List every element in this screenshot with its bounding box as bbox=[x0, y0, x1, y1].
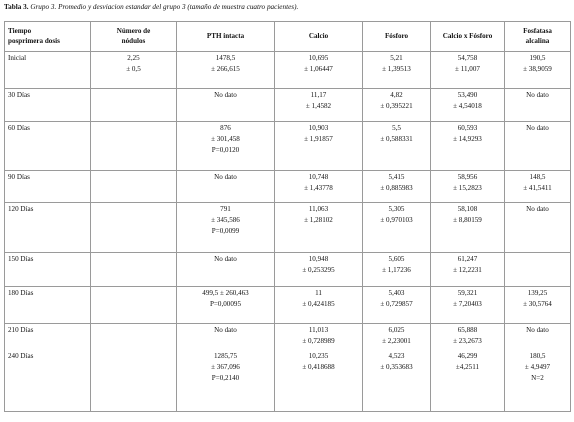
cell-text: 4,523 bbox=[388, 351, 405, 360]
cell-nodules bbox=[91, 122, 177, 171]
cell-phosphorus bbox=[363, 324, 431, 350]
cell-text: 5,415 bbox=[388, 173, 405, 181]
cell-text: 65,888 bbox=[457, 326, 478, 334]
cell-text: 10,695 bbox=[308, 54, 329, 62]
cell-calcium-x-phosphorus bbox=[431, 203, 505, 253]
cell-text: ± 0,424185 bbox=[302, 300, 335, 308]
header-text: Fosfatasa bbox=[523, 27, 552, 35]
cell-text: ± 0,353683 bbox=[380, 362, 413, 371]
cell-text: 190,5 bbox=[529, 54, 546, 62]
header-alkaline-phosphatase bbox=[505, 22, 571, 52]
table-body bbox=[5, 52, 571, 412]
header-time bbox=[5, 22, 91, 52]
cell-pth bbox=[177, 171, 275, 203]
cell-text: ± 0,970103 bbox=[380, 216, 413, 224]
cell-text: P=0,2140 bbox=[211, 373, 240, 382]
cell-text: 1285,75 bbox=[213, 351, 238, 360]
cell-text: 11,063 bbox=[308, 205, 329, 213]
table-row bbox=[5, 89, 571, 122]
cell-text: ± 0,729857 bbox=[380, 300, 413, 308]
cell-text: ± 367,096 bbox=[211, 362, 240, 371]
cell-text: ± 0,588331 bbox=[380, 135, 413, 143]
cell-calcium-x-phosphorus bbox=[431, 171, 505, 203]
cell-text: 58,108 bbox=[457, 205, 478, 213]
cell-text: P=0,0099 bbox=[211, 227, 240, 235]
cell-text: 11,17 bbox=[310, 91, 327, 99]
cell-text: ± 38,9059 bbox=[523, 65, 552, 73]
cell-text: 11 bbox=[315, 289, 322, 297]
cell-text: ± 4,54018 bbox=[453, 102, 482, 110]
header-calcium bbox=[275, 22, 363, 52]
cell-alkaline-phosphatase bbox=[505, 287, 571, 324]
table-row bbox=[5, 203, 571, 253]
cell-text: 2,25 bbox=[127, 54, 140, 62]
cell-text: 10,948 bbox=[308, 255, 329, 263]
cell-text: 148,5 bbox=[529, 173, 546, 181]
cell-text: ± 301,458 bbox=[211, 135, 240, 143]
cell-text: No dato bbox=[214, 173, 237, 181]
cell-text: 5,403 bbox=[388, 289, 405, 297]
results-table bbox=[4, 21, 571, 412]
cell-text: ± 15,2823 bbox=[453, 184, 482, 192]
cell-alkaline-phosphatase bbox=[505, 171, 571, 203]
cell-calcium bbox=[275, 350, 363, 412]
cell-nodules bbox=[91, 89, 177, 122]
cell-text: 139,25 bbox=[527, 289, 548, 297]
cell-calcium bbox=[275, 171, 363, 203]
cell-phosphorus bbox=[363, 122, 431, 171]
cell-text: ± 2,23001 bbox=[382, 337, 411, 345]
cell-text: 240 Días bbox=[8, 351, 34, 360]
cell-text: ± 14,9293 bbox=[453, 135, 482, 143]
cell-text: 90 Días bbox=[8, 173, 30, 181]
cell-phosphorus bbox=[363, 287, 431, 324]
cell-calcium-x-phosphorus bbox=[431, 52, 505, 89]
cell-time bbox=[5, 324, 91, 350]
cell-pth bbox=[177, 203, 275, 253]
cell-text: 59,321 bbox=[457, 289, 478, 297]
cell-text: 60,593 bbox=[457, 124, 478, 132]
cell-nodules bbox=[91, 253, 177, 287]
cell-calcium-x-phosphorus bbox=[431, 89, 505, 122]
cell-time bbox=[5, 52, 91, 89]
cell-text: P=0,00095 bbox=[209, 300, 241, 308]
table-row bbox=[5, 171, 571, 203]
cell-text: 499,5 ± 260,463 bbox=[202, 289, 249, 297]
cell-text: N=2 bbox=[531, 373, 544, 382]
cell-text: ± 266,615 bbox=[211, 65, 240, 73]
cell-alkaline-phosphatase bbox=[505, 324, 571, 350]
cell-time bbox=[5, 171, 91, 203]
cell-text: 4,82 bbox=[390, 91, 403, 99]
header-text: alcalina bbox=[525, 36, 550, 45]
cell-nodules bbox=[91, 203, 177, 253]
cell-text: ± 8,80159 bbox=[453, 216, 482, 224]
cell-calcium bbox=[275, 89, 363, 122]
cell-text: 5,5 bbox=[392, 124, 401, 132]
cell-text: ± 1,39513 bbox=[382, 65, 411, 73]
cell-text: ± 0,885983 bbox=[380, 184, 413, 192]
cell-phosphorus bbox=[363, 253, 431, 287]
header-phosphorus bbox=[363, 22, 431, 52]
cell-text: 54,758 bbox=[457, 54, 478, 62]
cell-text: Inicial bbox=[8, 54, 27, 62]
header-nodules bbox=[91, 22, 177, 52]
cell-text: ± 0,395221 bbox=[380, 102, 413, 110]
cell-text: No dato bbox=[526, 326, 549, 334]
cell-text: 120 Días bbox=[8, 205, 34, 213]
cell-phosphorus bbox=[363, 171, 431, 203]
cell-text: 58,956 bbox=[457, 173, 478, 181]
cell-text: ± 0,253295 bbox=[302, 266, 335, 274]
cell-calcium bbox=[275, 324, 363, 350]
cell-text: ± 7,20403 bbox=[453, 300, 482, 308]
cell-text: ± 1,91857 bbox=[304, 135, 333, 143]
cell-text: ± 345,586 bbox=[211, 216, 240, 224]
cell-text: 30 Días bbox=[8, 91, 30, 99]
table-row bbox=[5, 122, 571, 171]
cell-calcium bbox=[275, 203, 363, 253]
cell-nodules bbox=[91, 52, 177, 89]
cell-text: 10,903 bbox=[308, 124, 329, 132]
cell-text: 180,5 bbox=[529, 351, 546, 360]
cell-text: P=0,0120 bbox=[211, 146, 240, 154]
cell-time bbox=[5, 89, 91, 122]
caption-label: Tabla 3. bbox=[4, 3, 29, 11]
cell-text: ± 23,2673 bbox=[453, 337, 482, 345]
cell-text: 10,748 bbox=[308, 173, 329, 181]
cell-text: ± 4,9497 bbox=[524, 362, 551, 371]
cell-text: 10,235 bbox=[308, 351, 329, 360]
table-row bbox=[5, 287, 571, 324]
table-row bbox=[5, 324, 571, 350]
header-text: Calcio bbox=[308, 31, 329, 40]
cell-alkaline-phosphatase bbox=[505, 89, 571, 122]
cell-phosphorus bbox=[363, 203, 431, 253]
cell-text: 11,013 bbox=[308, 326, 329, 334]
header-text: Número de bbox=[116, 27, 151, 35]
cell-text: No dato bbox=[526, 205, 549, 213]
cell-time bbox=[5, 253, 91, 287]
cell-calcium-x-phosphorus bbox=[431, 287, 505, 324]
cell-text: 53,490 bbox=[457, 91, 478, 99]
cell-text: ± 11,007 bbox=[455, 65, 480, 73]
cell-time bbox=[5, 203, 91, 253]
cell-text: 5,21 bbox=[390, 54, 403, 62]
cell-nodules bbox=[91, 350, 177, 412]
cell-text: ± 0,728989 bbox=[302, 337, 335, 345]
cell-nodules bbox=[91, 171, 177, 203]
cell-pth bbox=[177, 89, 275, 122]
header-text: Tiempo bbox=[8, 27, 32, 35]
cell-text: No dato bbox=[526, 124, 549, 132]
cell-text: 180 Días bbox=[8, 289, 34, 297]
cell-calcium bbox=[275, 52, 363, 89]
table-row bbox=[5, 253, 571, 287]
table-caption bbox=[4, 2, 570, 12]
cell-alkaline-phosphatase bbox=[505, 253, 571, 287]
cell-text: ± 41,5411 bbox=[523, 184, 552, 192]
header-text: posprimera dosis bbox=[8, 36, 60, 45]
cell-nodules bbox=[91, 324, 177, 350]
header-calcium-x-phosphorus bbox=[431, 22, 505, 52]
cell-text: ± 1,17236 bbox=[382, 266, 411, 274]
cell-alkaline-phosphatase bbox=[505, 52, 571, 89]
cell-text: 5,605 bbox=[388, 255, 405, 263]
cell-text: ± 0,5 bbox=[126, 65, 141, 73]
cell-text: 210 Días bbox=[8, 326, 34, 334]
cell-nodules bbox=[91, 287, 177, 324]
cell-text: No dato bbox=[214, 326, 237, 334]
cell-alkaline-phosphatase bbox=[505, 203, 571, 253]
cell-text: 6,025 bbox=[388, 326, 405, 334]
cell-text: ± 30,5764 bbox=[523, 300, 552, 308]
cell-phosphorus bbox=[363, 89, 431, 122]
cell-text: ± 12,2231 bbox=[453, 266, 482, 274]
header-pth bbox=[177, 22, 275, 52]
cell-pth bbox=[177, 287, 275, 324]
cell-text: 791 bbox=[220, 205, 231, 213]
cell-time bbox=[5, 122, 91, 171]
cell-text: 46,299 bbox=[457, 351, 478, 360]
table-row bbox=[5, 52, 571, 89]
cell-text: ± 0,418688 bbox=[302, 362, 335, 371]
cell-alkaline-phosphatase bbox=[505, 122, 571, 171]
cell-pth bbox=[177, 52, 275, 89]
cell-pth bbox=[177, 324, 275, 350]
cell-calcium-x-phosphorus bbox=[431, 253, 505, 287]
cell-text: No dato bbox=[214, 255, 237, 263]
cell-calcium bbox=[275, 122, 363, 171]
header-text: Calcio x Fósforo bbox=[442, 31, 493, 40]
cell-phosphorus bbox=[363, 350, 431, 412]
cell-calcium-x-phosphorus bbox=[431, 324, 505, 350]
cell-calcium-x-phosphorus bbox=[431, 122, 505, 171]
cell-calcium-x-phosphorus bbox=[431, 350, 505, 412]
caption-text: Grupo 3. Promedio y desviacion estandar del grupo 3 (tamaño de muestra cuatro pacientes). bbox=[30, 3, 299, 11]
cell-pth bbox=[177, 350, 275, 412]
cell-alkaline-phosphatase bbox=[505, 350, 571, 412]
cell-phosphorus bbox=[363, 52, 431, 89]
cell-text: No dato bbox=[214, 91, 237, 99]
cell-text: ± 1,06447 bbox=[304, 65, 333, 73]
cell-text: ± 1,28102 bbox=[304, 216, 333, 224]
table-header-row bbox=[5, 22, 571, 52]
header-text: nódulos bbox=[121, 36, 146, 45]
cell-text: 5,305 bbox=[388, 205, 405, 213]
cell-time bbox=[5, 287, 91, 324]
table-row bbox=[5, 350, 571, 412]
cell-text: ± 1,4582 bbox=[305, 102, 332, 110]
cell-time bbox=[5, 350, 91, 412]
cell-pth bbox=[177, 253, 275, 287]
cell-pth bbox=[177, 122, 275, 171]
cell-calcium bbox=[275, 287, 363, 324]
cell-text: 150 Días bbox=[8, 255, 34, 263]
cell-text: 61,247 bbox=[457, 255, 478, 263]
cell-calcium bbox=[275, 253, 363, 287]
cell-text: 1478,5 bbox=[215, 54, 236, 62]
header-text: Fósforo bbox=[384, 31, 409, 40]
cell-text: ± 1,43778 bbox=[304, 184, 333, 192]
cell-text: ±4,2511 bbox=[455, 362, 480, 371]
cell-text: No dato bbox=[526, 91, 549, 99]
header-text: PTH intacta bbox=[206, 31, 245, 40]
cell-text: 876 bbox=[220, 124, 231, 132]
cell-text: 60 Días bbox=[8, 124, 30, 132]
